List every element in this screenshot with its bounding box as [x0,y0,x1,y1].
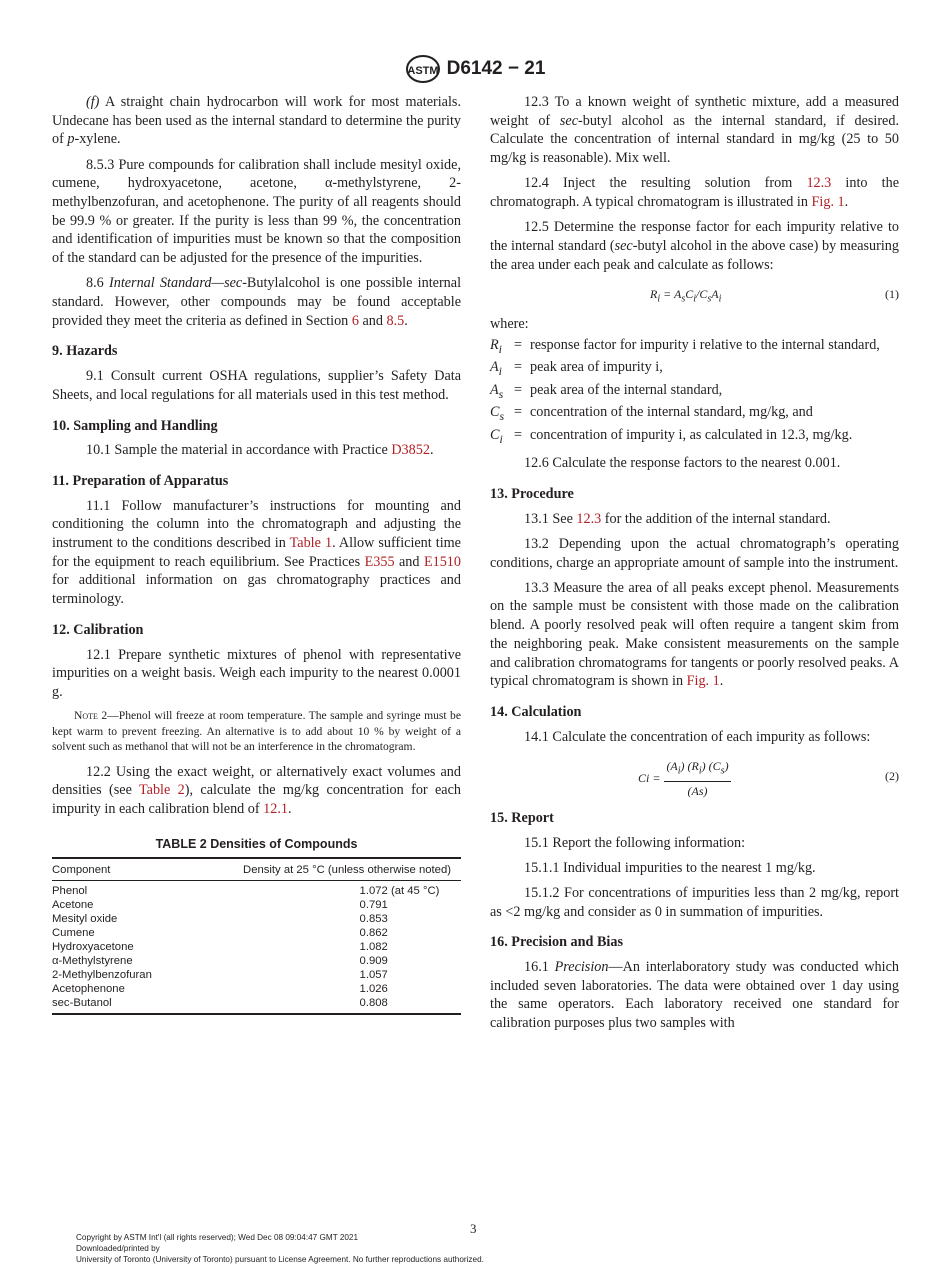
variable-symbol: $A_i$ [490,359,502,378]
svg-text:ASTM: ASTM [407,65,439,77]
table-row [52,996,461,1014]
cross-reference-link[interactable]: 12.3 [806,175,832,192]
table-row [52,926,461,940]
paragraph [490,579,899,691]
density-cell: 0.791 [359,898,388,911]
text-run: for the addition of the internal standard. [601,510,831,527]
text-run: 15.1.2 For concentrations of impurities less than 2 mg/kg, report as <2 mg/kg and consider as 0 in summation of impurities. [490,884,899,920]
paragraph [52,274,461,330]
component-cell: sec-Butanol [52,996,112,1009]
section-heading [490,933,899,952]
page-number: 3 [470,1221,477,1236]
text-run: 8.6 [86,275,109,292]
equation-2-number: (2) [885,768,899,783]
text-run: sec [559,112,579,129]
text-run: Internal Standard—sec- [109,275,247,292]
density-cell: 1.072 (at 45 °C) [359,884,440,897]
table-caption: TABLE 2 Densities of Compounds [155,836,358,851]
text-run: 15.1.1 Individual impurities to the nearest 1 mg/kg. [524,859,816,876]
variable-symbol: $R_i$ [490,336,502,356]
component-cell: α-Methylstyrene [52,954,133,967]
document-id: D6142 − 21 [446,58,546,79]
equation-2-lhs: Ci = [638,771,661,786]
text-run: 12. Calibration [52,621,144,638]
table-2 [52,837,461,1015]
left-text [52,93,461,819]
text-run: 15.1 Report the following information: [524,834,746,851]
paragraph [52,93,461,149]
text-run: . [719,673,724,690]
cross-reference-link[interactable]: 12.3 [576,510,602,527]
paragraph [52,441,461,460]
text-run: and [358,312,387,329]
paragraph [52,367,461,404]
text-run: Precision [554,959,609,976]
cross-reference-link[interactable]: E355 [364,553,395,570]
section-heading [52,621,461,640]
footer-line-1: Copyright by ASTM Int'l (all rights reserved); Wed Dec 08 09:04:47 GMT 2021 [76,1233,359,1242]
text-run: 13.1 See [524,510,577,527]
text-run: p [67,131,75,148]
section-heading [490,703,899,722]
text-run: ), calculate the mg/kg concentration for each impurity in each calibration blend of [52,782,461,818]
footer-line-3: University of Toronto (University of Toronto) pursuant to License Agreement. No further reproductions authorized. [76,1255,484,1264]
text-run: 9.1 Consult current OSHA regulations, supplier’s Safety Data Sheets, and local regulations for all materials used in this test method. [52,368,461,403]
paragraph [52,156,461,268]
equals-sign: = [514,359,523,376]
text-run: . [404,312,408,329]
text-run: . Allow sufficient time for the equipment to reach equilibrium. See Practices [52,535,461,570]
variable-symbol: $A_s$ [490,381,504,401]
cross-reference-link[interactable]: Table 1 [289,535,333,552]
text-run: 8.5.3 Pure compounds for calibration shall include mesityl oxide, cumene, hydroxyacetone, acetone, α-methylstyrene, 2-methylbenzofuran, and acetophenone. The purity of all reagents should be 99.9 % or greater. If the purity is less than 99 %, the concentration and identification of impurities must be known so that the composition of the standard can be adjusted for the presence of the impurities. [52,156,461,267]
equation-2-formula [638,757,731,801]
text-run: for additional information on gas chromatography practices and terminology. [52,572,461,608]
densities-table [52,857,461,1015]
paragraph [490,454,899,473]
equals-sign: = [514,381,523,398]
text-run: 2—Phenol will freeze at room temperature. The sample and syringe must be kept warm to prevent freezing. An alternative is to add about 10 % by weight of a solvent such as methanol that will not be an interference in the chromatogram. [52,709,461,754]
table-row [52,954,461,968]
density-cell: 0.808 [359,996,388,1009]
equation-1 [490,281,899,309]
text-run: 16. Precision and Bias [490,934,623,951]
section-heading [52,472,461,491]
paragraph [490,859,899,878]
equation-1-number: (1) [885,286,899,301]
table-row [52,940,461,954]
astm-logo-icon [405,54,441,84]
text-run: 11. Preparation of Apparatus [52,472,229,489]
section-heading [52,417,461,436]
section-heading [490,485,899,504]
paragraph [490,535,899,572]
right-column [490,93,899,1039]
equation-2-fraction [664,757,730,801]
component-cell: Acetophenone [52,982,125,995]
text-run: 14.1 Calculate the concentration of each impurity as follows: [524,728,871,745]
where-label: where: [490,315,529,332]
component-cell: Acetone [52,898,94,911]
variable-definition: concentration of impurity i, as calculated in 12.3, mg/kg. [530,426,853,443]
paragraph [52,763,461,819]
text-run: 10. Sampling and Handling [52,417,218,434]
equation-2-denominator: (As) [687,783,708,798]
footer-line-2: Downloaded/printed by [76,1244,160,1253]
text-run: 13.3 Measure the area of all peaks except phenol. Measurements on the sample must be consistent with those made on the calibration blend. A poorly resolved peak will often require a tangent skim from the neighboring peak. Make consistent measurements on the sample and calibration chromatograms for tangents or poorly resolved peaks. A typical chromatogram is shown in [490,579,899,690]
paragraph [490,218,899,274]
text-run: . [288,801,292,818]
paragraph [490,174,899,211]
paragraph [490,884,899,921]
text-run: Butylalcohol is one possible internal standard. However, other compounds may be found acceptable provided they meet the criteria as defined in Section [52,275,462,329]
cross-reference-link[interactable]: Fig. 1 [811,194,845,211]
text-run: 11.1 Follow manufacturer’s instructions for mounting and conditioning the column into the chromatograph and adjusting the instrument to the conditions described in [52,497,461,552]
component-cell: Mesityl oxide [52,912,118,925]
page-header [0,54,950,84]
text-run: (f) [86,94,100,110]
density-cell: 0.909 [359,954,388,967]
text-run: —An interlaboratory study was conducted which included seven laboratories. The data were obtained over 1 day using the same operators. Each laboratory received one standard for calibration purposes plus two samples with [490,959,899,1032]
variable-definition: peak area of the internal standard, [530,381,723,398]
text-run: 12.2 Using the exact weight, or alternatively exact volumes and densities (see [52,763,461,799]
variable-definition: concentration of the internal standard, mg/kg, and [530,404,813,421]
component-cell: 2-Methylbenzofuran [52,968,152,981]
paragraph [490,510,899,529]
paragraph [490,958,899,1033]
text-run: 14. Calculation [490,703,582,720]
text-run: 12.5 Determine the response factor for each impurity relative to the internal standard ( [490,219,899,254]
paragraph [52,646,461,702]
cross-reference-link[interactable]: 8.5 [386,312,405,329]
text-run: 16.1 [524,959,555,976]
note [52,708,461,755]
variable-symbol: $C_s$ [490,404,505,423]
left-column [52,93,461,1015]
column-header-component: Component [52,858,160,881]
equals-sign: = [514,336,523,353]
variable-definitions [490,336,899,449]
text-run: 13. Procedure [490,485,574,502]
text-run: sec [614,237,633,254]
table-row [52,968,461,982]
variable-definition: response factor for impurity i relative to the internal standard, [530,336,880,353]
table-row [52,912,461,926]
cross-reference-link[interactable]: 6 [351,312,359,329]
text-run: into the chromatograph. A typical chromatogram is illustrated in [490,175,900,211]
text-run: -butyl alcohol as the internal standard, if desired. Calculate the concentration of internal standard in mg/kg (25 to 50 mg/kg is reasonable). Mix well. [490,112,899,167]
paragraph [490,93,899,168]
density-cell: 1.082 [359,940,388,953]
equation-1-formula: $R_i = A_sC_i/C_sA_i$ [650,286,722,305]
density-cell: 1.026 [359,982,388,995]
copyright-footer [76,1232,484,1265]
text-run: . [844,194,849,211]
density-cell: 1.057 [359,968,388,981]
right-text-b [490,454,899,746]
paragraph [490,728,899,747]
component-cell: Hydroxyacetone [52,940,134,953]
cross-reference-link[interactable]: 12.1 [263,801,288,818]
text-run: Note [74,709,98,723]
density-cell: 0.853 [359,912,388,925]
cross-reference-link[interactable]: Table 2 [138,782,185,799]
paragraph [52,497,461,609]
variable-symbol: $C_i$ [490,426,503,446]
right-text-a [490,93,899,274]
component-cell: Phenol [52,884,88,897]
text-run: 13.2 Depending upon the actual chromatograph’s operating conditions, charge an appropriate amount of sample into the instrument. [490,535,899,571]
variable-definition: peak area of impurity i, [530,359,663,376]
equation-2-numerator: $(A_i)$ $(R_i)$ $(C_s)$ [664,757,730,782]
text-run: and [394,553,424,570]
text-run: 12.1 Prepare synthetic mixtures of phenol with representative impurities on a weight basis. Weigh each impurity to the nearest 0.0001 g. [52,646,461,700]
text-run: -butyl alcohol in the above case) by measuring the area under each peak and calculate as follows: [490,237,899,273]
text-run: 12.3 To a known weight of synthetic mixture, add a measured weight of [490,94,899,129]
column-header-density: Density at 25 °C (unless otherwise noted) [160,858,461,881]
density-cell: 0.862 [359,926,388,939]
text-run: 15. Report [490,809,554,826]
right-text-c [490,809,899,1033]
section-heading [52,342,461,361]
section-heading [490,809,899,828]
equals-sign: = [514,426,523,443]
component-cell: Cumene [52,926,95,939]
text-run: A straight chain hydrocarbon will work for most materials. Undecane has been used as the internal standard to determine the purity of [52,94,461,148]
text-run: . [429,442,434,459]
table-row [52,982,461,996]
equation-2 [490,753,899,797]
table-row [52,880,461,898]
table-row [52,898,461,912]
cross-reference-link[interactable]: D3852 [391,442,430,459]
cross-reference-link[interactable]: Fig. 1 [686,673,720,690]
text-run: 12.6 Calculate the response factors to the nearest 0.001. [524,455,841,472]
text-run: 10.1 Sample the material in accordance with Practice [86,442,392,459]
text-run: 12.4 Inject the resulting solution from [524,175,807,192]
text-run: 9. Hazards [52,343,118,360]
text-run: -xylene. [74,131,121,148]
equals-sign: = [514,404,523,421]
cross-reference-link[interactable]: E1510 [423,553,461,570]
paragraph [490,834,899,853]
